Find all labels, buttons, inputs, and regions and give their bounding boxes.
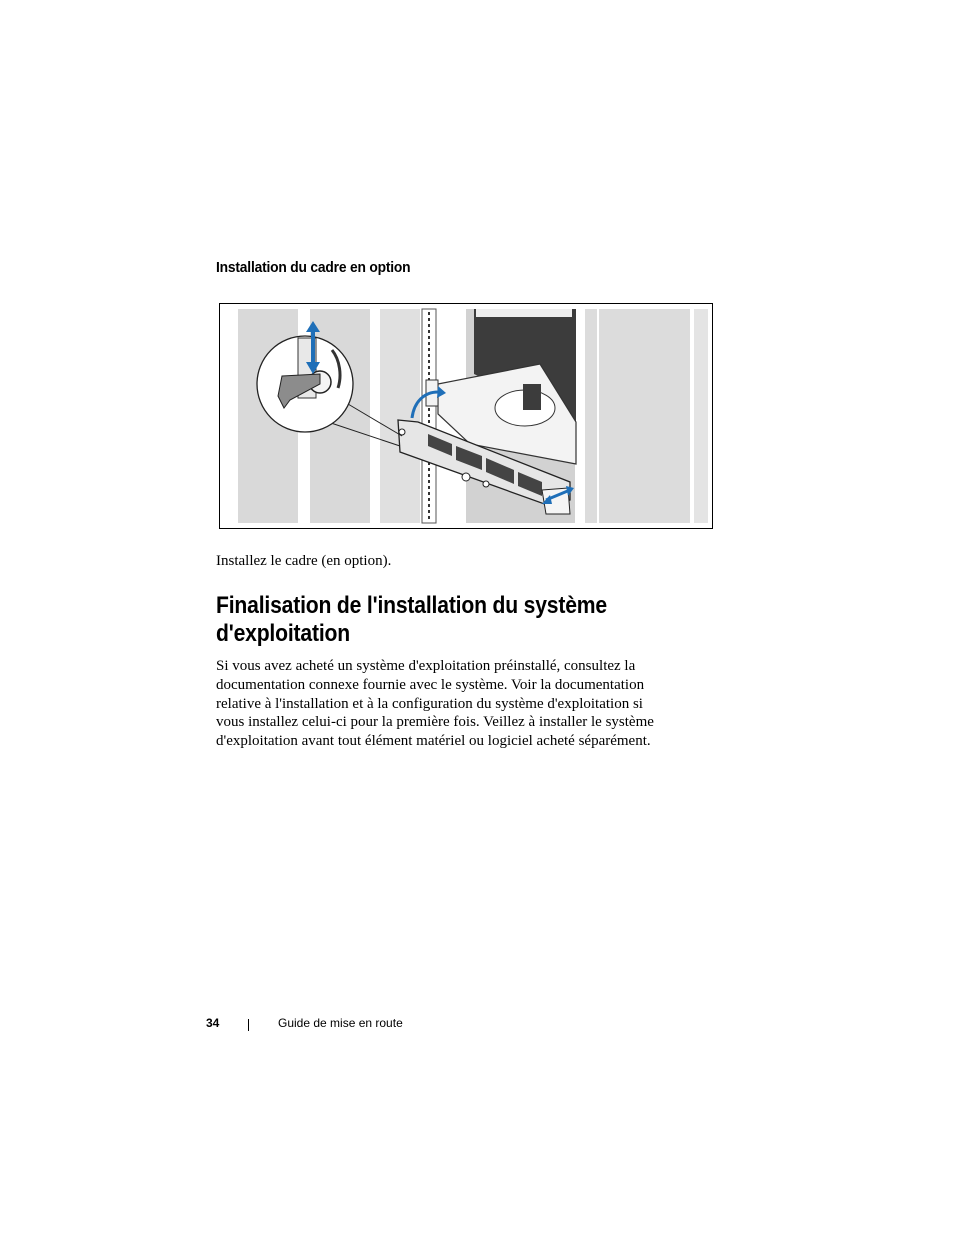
chapter-heading — [216, 592, 674, 648]
bezel-installation-figure — [219, 303, 713, 529]
page-number: 34 — [206, 1016, 220, 1030]
body-line: d'exploitation avant tout élément matériel ou logiciel acheté séparément. — [216, 733, 651, 750]
footer-title: Guide de mise en route — [278, 1016, 403, 1030]
body-line: Si vous avez acheté un système d'exploitation préinstallé, consultez la — [216, 658, 636, 674]
figure-caption: Installez le cadre (en option). — [216, 553, 392, 569]
rack-panel-right — [585, 309, 690, 523]
body-line: vous installez celui-ci pour la première fois. Veillez à installer le système — [216, 714, 654, 731]
bezel-illustration — [220, 304, 712, 528]
body-line: relative à l'installation et à la configuration du système d'exploitation si — [216, 695, 643, 712]
rack-panel — [380, 309, 420, 523]
section-heading: Installation du cadre en option — [216, 259, 411, 276]
chapter-heading-line: Finalisation de l'installation du système — [216, 592, 607, 619]
rack-panel — [694, 309, 708, 523]
footer-divider — [248, 1019, 249, 1031]
chapter-heading-line: d'exploitation — [216, 620, 350, 647]
body-line: documentation connexe fournie avec le système. Voir la documentation — [216, 676, 645, 693]
page-footer — [0, 1016, 954, 1036]
body-paragraph — [216, 657, 716, 751]
